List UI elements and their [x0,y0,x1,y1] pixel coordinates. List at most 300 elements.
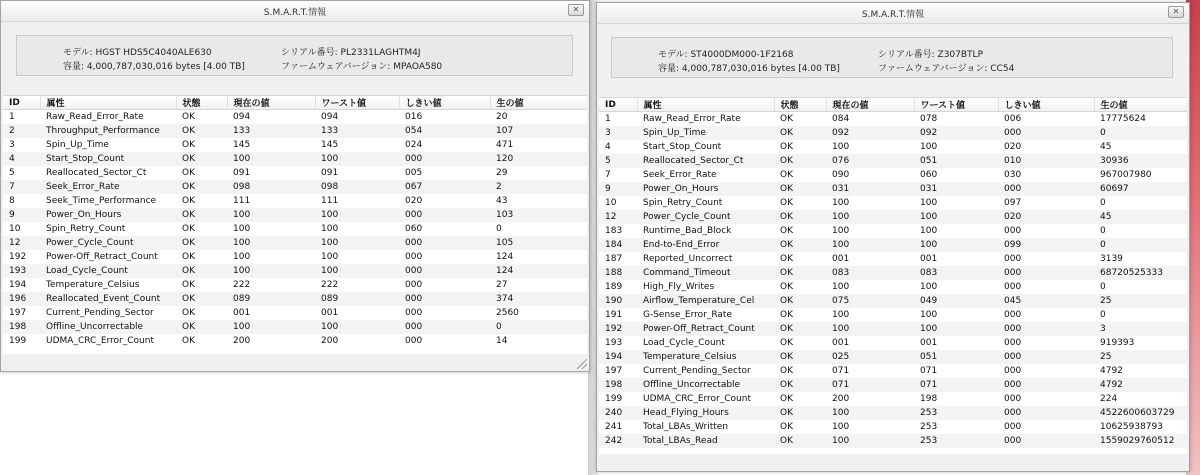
cell-id: 183 [599,224,637,238]
cell-status: OK [774,336,826,350]
cell-current: 084 [826,112,914,127]
table-row[interactable] [599,154,1187,168]
cell-worst: 100 [315,208,399,222]
table-row[interactable] [599,224,1187,238]
cell-worst: 100 [315,264,399,278]
cell-raw: 68720525333 [1094,266,1187,280]
cell-raw: 0 [1094,224,1187,238]
cell-id: 1 [599,112,637,127]
table-row[interactable] [599,280,1187,294]
cell-worst: 083 [914,266,998,280]
table-header-row [599,98,1187,112]
cell-raw: 0 [1094,280,1187,294]
cell-threshold: 060 [399,222,490,236]
table-row[interactable] [3,222,587,236]
cell-attribute: Reported_Uncorrect [637,252,774,266]
table-body [599,112,1187,449]
cell-raw: 0 [1094,126,1187,140]
cell-worst: 098 [315,180,399,194]
table-row[interactable] [3,166,587,180]
cell-current: 098 [227,180,315,194]
cell-current: 100 [826,434,914,448]
cell-attribute: Spin_Up_Time [637,126,774,140]
cell-worst: 051 [914,154,998,168]
table-row[interactable] [3,264,587,278]
cell-id: 190 [599,294,637,308]
cell-worst: 100 [315,250,399,264]
cell-current: 100 [227,264,315,278]
cell-status: OK [176,138,227,152]
cell-id: 196 [3,292,40,306]
cell-raw: 4522600603729 [1094,406,1187,420]
cell-status: OK [176,124,227,138]
cell-threshold: 020 [399,194,490,208]
cell-raw: 2 [490,180,587,194]
cell-worst: 100 [914,196,998,210]
column-header-raw[interactable]: 生の値 [490,96,587,110]
table-row[interactable] [3,138,587,152]
cell-status: OK [774,266,826,280]
drive-model: モデル: ST4000DM000-1F2168 [658,50,794,60]
table-row[interactable] [599,434,1187,448]
cell-attribute: Reallocated_Sector_Ct [40,166,176,180]
cell-worst: 253 [914,434,998,448]
cell-attribute: Offline_Uncorrectable [40,320,176,334]
cell-status: OK [774,252,826,266]
table-row[interactable] [599,168,1187,182]
cell-worst: 222 [315,278,399,292]
cell-current: 094 [227,110,315,125]
smart-table-container[interactable] [3,95,587,354]
drive-capacity: 容量: 4,000,787,030,016 bytes [4.00 TB] [63,62,245,72]
cell-id: 12 [599,210,637,224]
cell-id: 194 [599,350,637,364]
cell-threshold: 010 [998,154,1094,168]
close-button[interactable]: ✕ [1168,6,1184,18]
cell-raw: 60697 [1094,182,1187,196]
cell-attribute: Runtime_Bad_Block [637,224,774,238]
cell-status: OK [176,152,227,166]
drive-serial: シリアル番号: Z307BTLP [878,50,983,60]
cell-worst: 100 [914,322,998,336]
cell-id: 184 [599,238,637,252]
cell-attribute: Current_Pending_Sector [637,364,774,378]
table-row[interactable] [3,320,587,334]
cell-current: 089 [227,292,315,306]
cell-status: OK [774,196,826,210]
drive-serial: シリアル番号: PL2331LAGHTM4J [281,48,421,58]
cell-worst: 100 [914,140,998,154]
cell-id: 192 [3,250,40,264]
cell-attribute: Total_LBAs_Written [637,420,774,434]
cell-status: OK [176,222,227,236]
cell-raw: 124 [490,250,587,264]
cell-threshold: 099 [998,238,1094,252]
cell-attribute: Raw_Read_Error_Rate [637,112,774,127]
cell-id: 3 [599,126,637,140]
table-row[interactable] [599,196,1187,210]
resize-grip[interactable] [577,359,587,369]
cell-worst: 071 [914,378,998,392]
cell-worst: 001 [914,336,998,350]
cell-threshold: 000 [399,264,490,278]
cell-current: 100 [826,196,914,210]
table-body [3,110,587,349]
cell-status: OK [176,166,227,180]
table-row[interactable] [3,124,587,138]
cell-worst: 145 [315,138,399,152]
table-row[interactable] [599,364,1187,378]
cell-threshold: 097 [998,196,1094,210]
cell-status: OK [774,182,826,196]
cell-id: 242 [599,434,637,448]
cell-threshold: 000 [399,278,490,292]
cell-current: 071 [826,378,914,392]
cell-attribute: Reallocated_Sector_Ct [637,154,774,168]
cell-threshold: 024 [399,138,490,152]
cell-current: 100 [227,208,315,222]
cell-attribute: Head_Flying_Hours [637,406,774,420]
table-row[interactable] [3,292,587,306]
table-row[interactable] [3,250,587,264]
cell-threshold: 000 [998,252,1094,266]
table-row[interactable] [599,406,1187,420]
smart-info-window-left [0,0,590,372]
cell-id: 8 [3,194,40,208]
cell-threshold: 016 [399,110,490,125]
cell-attribute: UDMA_CRC_Error_Count [40,334,176,348]
cell-worst: 198 [914,392,998,406]
table-row[interactable] [599,252,1187,266]
cell-raw: 20 [490,110,587,125]
smart-table-container[interactable] [599,97,1187,454]
smart-info-window-right [596,2,1190,472]
cell-status: OK [774,434,826,448]
cell-attribute: Power-Off_Retract_Count [637,322,774,336]
cell-raw: 25 [1094,294,1187,308]
cell-current: 100 [826,238,914,252]
cell-id: 199 [3,334,40,348]
cell-threshold: 000 [998,280,1094,294]
cell-id: 10 [599,196,637,210]
cell-current: 100 [826,224,914,238]
cell-current: 100 [826,280,914,294]
table-row[interactable] [599,210,1187,224]
cell-current: 222 [227,278,315,292]
cell-threshold: 000 [998,322,1094,336]
column-header-current[interactable]: 現在の値 [826,98,914,112]
cell-current: 001 [826,336,914,350]
cell-raw: 105 [490,236,587,250]
cell-threshold: 000 [399,250,490,264]
cell-status: OK [774,280,826,294]
cell-raw: 0 [1094,238,1187,252]
cell-raw: 43 [490,194,587,208]
cell-worst: 100 [914,238,998,252]
cell-id: 193 [3,264,40,278]
table-row[interactable] [599,126,1187,140]
cell-raw: 0 [1094,196,1187,210]
cell-worst: 049 [914,294,998,308]
table-row[interactable] [3,334,587,348]
cell-attribute: Spin_Retry_Count [637,196,774,210]
table-row[interactable] [599,294,1187,308]
column-header-threshold[interactable]: しきい値 [998,98,1094,112]
table-row[interactable] [3,180,587,194]
cell-raw: 120 [490,152,587,166]
table-row[interactable] [599,308,1187,322]
cell-attribute: Load_Cycle_Count [637,336,774,350]
cell-current: 200 [227,334,315,348]
cell-id: 192 [599,322,637,336]
cell-status: OK [774,154,826,168]
cell-threshold: 030 [998,168,1094,182]
cell-current: 200 [826,392,914,406]
column-header-id[interactable]: ID [3,96,40,110]
table-row[interactable] [599,182,1187,196]
drive-capacity: 容量: 4,000,787,030,016 bytes [4.00 TB] [658,64,840,74]
cell-current: 100 [826,210,914,224]
table-row[interactable] [3,152,587,166]
table-row[interactable] [3,110,587,125]
table-row[interactable] [3,278,587,292]
cell-raw: 10625938793 [1094,420,1187,434]
cell-worst: 133 [315,124,399,138]
cell-threshold: 006 [998,112,1094,127]
title-bar[interactable] [1,1,589,22]
cell-worst: 111 [315,194,399,208]
cell-raw: 30936 [1094,154,1187,168]
cell-worst: 100 [914,210,998,224]
column-header-attribute[interactable]: 属性 [637,98,774,112]
cell-threshold: 000 [998,182,1094,196]
column-header-worst[interactable]: ワースト値 [315,96,399,110]
cell-threshold: 000 [399,208,490,222]
cell-status: OK [774,364,826,378]
cell-status: OK [774,308,826,322]
table-row[interactable] [3,194,587,208]
table-row[interactable] [3,306,587,320]
cell-status: OK [774,112,826,127]
cell-current: 100 [227,236,315,250]
cell-threshold: 005 [399,166,490,180]
cell-current: 083 [826,266,914,280]
cell-worst: 100 [914,224,998,238]
cell-attribute: Seek_Error_Rate [40,180,176,194]
cell-threshold: 000 [998,378,1094,392]
column-header-worst[interactable]: ワースト値 [914,98,998,112]
cell-raw: 4792 [1094,364,1187,378]
cell-status: OK [176,306,227,320]
cell-worst: 031 [914,182,998,196]
cell-raw: 0 [490,320,587,334]
cell-id: 4 [3,152,40,166]
cell-id: 191 [599,308,637,322]
cell-threshold: 000 [998,364,1094,378]
cell-worst: 100 [315,236,399,250]
cell-current: 100 [227,152,315,166]
cell-attribute: Temperature_Celsius [637,350,774,364]
table-row[interactable] [599,420,1187,434]
smart-attributes-table [3,96,587,348]
cell-threshold: 000 [998,406,1094,420]
cell-attribute: G-Sense_Error_Rate [637,308,774,322]
table-row[interactable] [3,236,587,250]
cell-id: 188 [599,266,637,280]
cell-attribute: Spin_Retry_Count [40,222,176,236]
cell-current: 100 [227,222,315,236]
cell-current: 071 [826,364,914,378]
table-row[interactable] [599,350,1187,364]
cell-threshold: 000 [998,434,1094,448]
cell-current: 111 [227,194,315,208]
cell-raw: 45 [1094,140,1187,154]
cell-threshold: 000 [998,336,1094,350]
cell-attribute: End-to-End_Error [637,238,774,252]
table-row[interactable] [599,392,1187,406]
cell-status: OK [176,320,227,334]
cell-worst: 051 [914,350,998,364]
cell-threshold: 000 [399,306,490,320]
cell-raw: 4792 [1094,378,1187,392]
cell-raw: 0 [490,222,587,236]
cell-threshold: 054 [399,124,490,138]
table-row[interactable] [599,238,1187,252]
cell-status: OK [774,322,826,336]
cell-attribute: Start_Stop_Count [40,152,176,166]
cell-raw: 224 [1094,392,1187,406]
cell-threshold: 020 [998,210,1094,224]
cell-worst: 071 [914,364,998,378]
cell-current: 075 [826,294,914,308]
cell-attribute: Power-Off_Retract_Count [40,250,176,264]
cell-worst: 100 [914,308,998,322]
cell-id: 2 [3,124,40,138]
column-header-current[interactable]: 現在の値 [227,96,315,110]
cell-worst: 253 [914,420,998,434]
cell-id: 1 [3,110,40,125]
cell-id: 189 [599,280,637,294]
column-header-raw[interactable]: 生の値 [1094,98,1187,112]
cell-status: OK [774,224,826,238]
table-row[interactable] [599,322,1187,336]
cell-current: 100 [227,250,315,264]
column-header-id[interactable]: ID [599,98,637,112]
cell-attribute: Airflow_Temperature_Cel [637,294,774,308]
cell-id: 194 [3,278,40,292]
cell-raw: 2560 [490,306,587,320]
cell-id: 199 [599,392,637,406]
cell-current: 100 [826,140,914,154]
drive-firmware: ファームウェアバージョン: MPAOA580 [281,62,443,72]
cell-status: OK [774,168,826,182]
cell-status: OK [774,378,826,392]
table-row[interactable] [599,336,1187,350]
column-header-status[interactable]: 状態 [176,96,227,110]
cell-attribute: Offline_Uncorrectable [637,378,774,392]
cell-id: 198 [599,378,637,392]
cell-attribute: Temperature_Celsius [40,278,176,292]
cell-id: 7 [599,168,637,182]
cell-current: 091 [227,166,315,180]
table-row[interactable] [599,266,1187,280]
cell-attribute: Reallocated_Event_Count [40,292,176,306]
cell-worst: 089 [315,292,399,306]
cell-raw: 103 [490,208,587,222]
cell-current: 100 [826,406,914,420]
title-bar[interactable] [597,3,1189,24]
table-row[interactable] [599,112,1187,127]
table-row[interactable] [3,208,587,222]
cell-attribute: Raw_Read_Error_Rate [40,110,176,125]
cell-current: 076 [826,154,914,168]
cell-threshold: 000 [998,392,1094,406]
smart-attributes-table [599,98,1187,448]
cell-raw: 124 [490,264,587,278]
cell-current: 100 [826,322,914,336]
table-row[interactable] [599,378,1187,392]
cell-attribute: Throughput_Performance [40,124,176,138]
cell-raw: 3 [1094,322,1187,336]
cell-current: 001 [826,252,914,266]
cell-attribute: UDMA_CRC_Error_Count [637,392,774,406]
cell-raw: 25 [1094,350,1187,364]
cell-raw: 919393 [1094,336,1187,350]
cell-attribute: Power_On_Hours [637,182,774,196]
cell-threshold: 000 [998,308,1094,322]
drive-info-panel [611,37,1173,78]
cell-threshold: 000 [399,152,490,166]
cell-id: 5 [3,166,40,180]
column-header-status[interactable]: 状態 [774,98,826,112]
cell-id: 3 [3,138,40,152]
cell-worst: 078 [914,112,998,127]
cell-current: 100 [826,308,914,322]
cell-worst: 001 [315,306,399,320]
cell-id: 12 [3,236,40,250]
cell-worst: 100 [315,320,399,334]
cell-id: 7 [3,180,40,194]
cell-worst: 094 [315,110,399,125]
cell-status: OK [774,126,826,140]
cell-attribute: Command_Timeout [637,266,774,280]
close-button[interactable]: ✕ [568,4,584,16]
column-header-attribute[interactable]: 属性 [40,96,176,110]
cell-status: OK [774,140,826,154]
cell-id: 197 [3,306,40,320]
cell-current: 100 [227,320,315,334]
cell-status: OK [176,194,227,208]
column-header-threshold[interactable]: しきい値 [399,96,490,110]
cell-status: OK [176,208,227,222]
cell-threshold: 067 [399,180,490,194]
cell-threshold: 000 [399,236,490,250]
cell-worst: 092 [914,126,998,140]
cell-status: OK [176,250,227,264]
cell-attribute: Total_LBAs_Read [637,434,774,448]
cell-id: 4 [599,140,637,154]
cell-status: OK [774,350,826,364]
cell-current: 031 [826,182,914,196]
table-row[interactable] [599,140,1187,154]
cell-raw: 3139 [1094,252,1187,266]
cell-worst: 253 [914,406,998,420]
cell-raw: 0 [1094,308,1187,322]
cell-id: 193 [599,336,637,350]
cell-threshold: 000 [998,126,1094,140]
cell-attribute: Power_On_Hours [40,208,176,222]
cell-id: 240 [599,406,637,420]
